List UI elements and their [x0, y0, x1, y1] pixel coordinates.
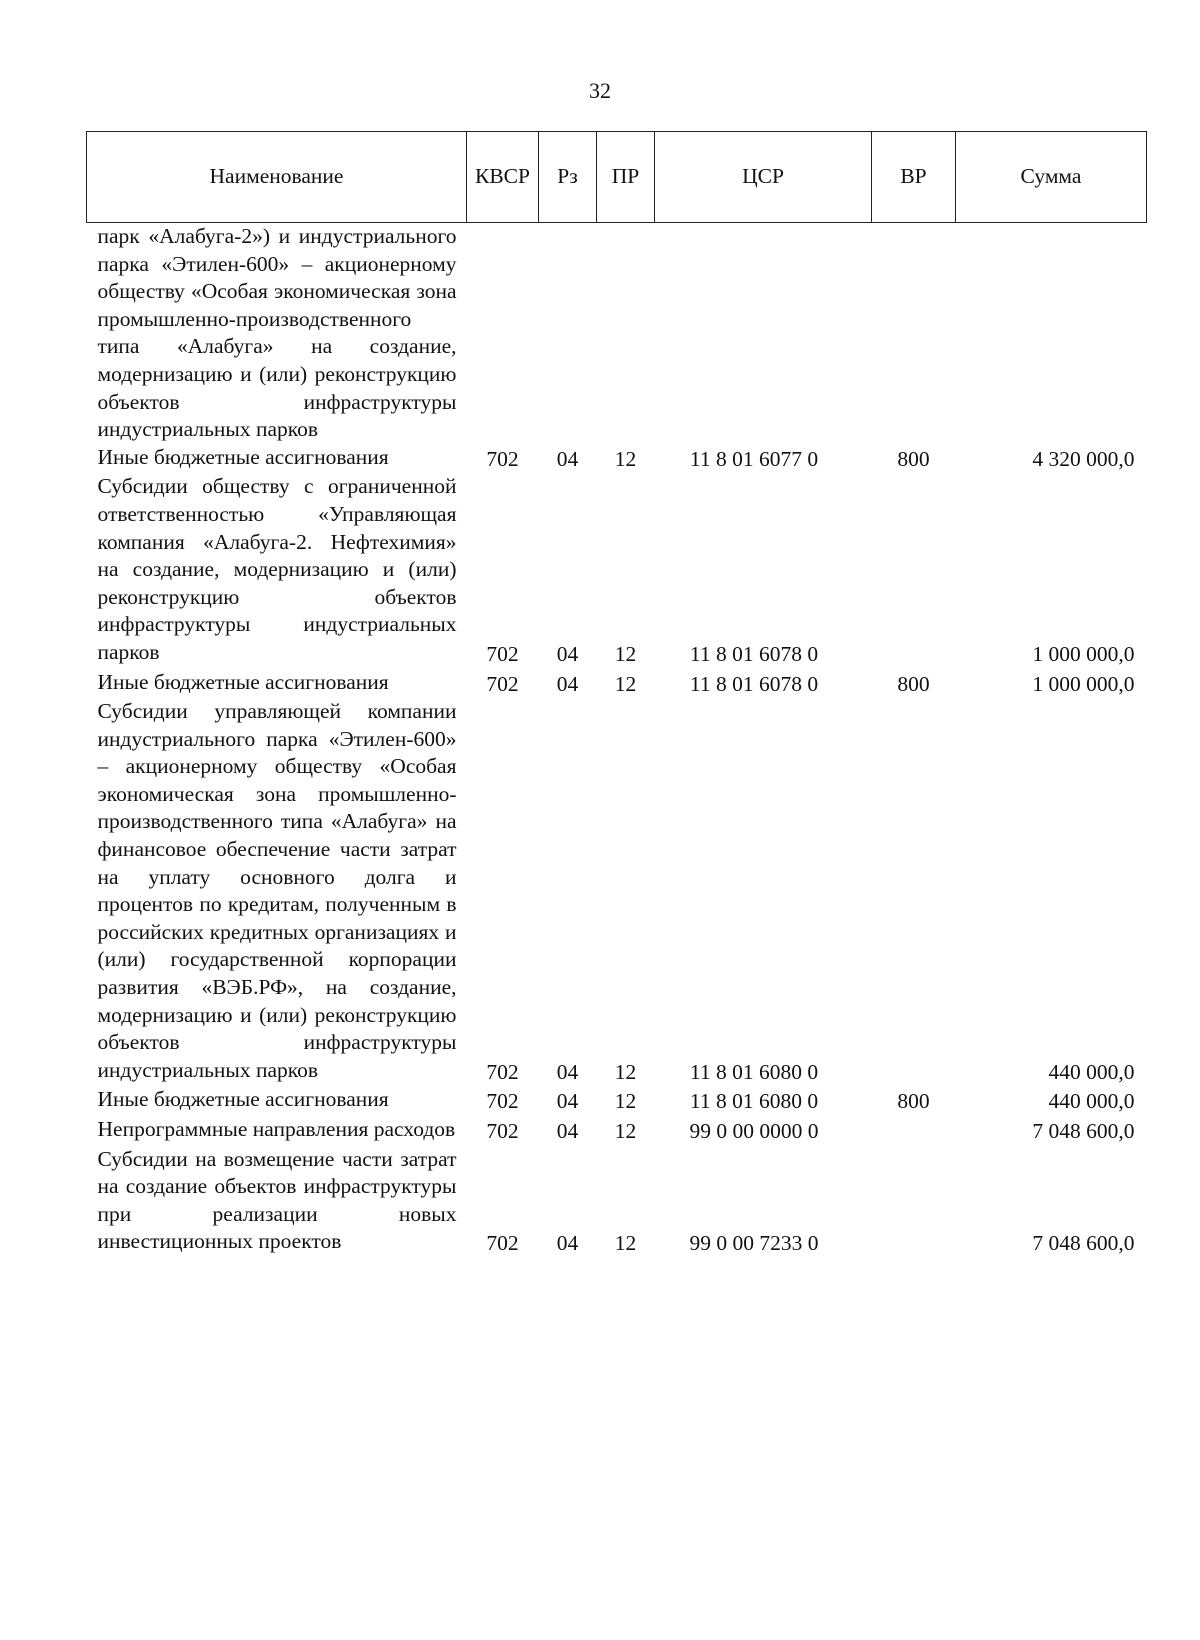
- cell-pr: 12: [614, 446, 637, 471]
- cell-sum: [956, 223, 1147, 444]
- cell-sum: 7 048 600,0: [1032, 1119, 1135, 1143]
- cell-kvsr: 702: [486, 1059, 519, 1084]
- cell-sum: 1 000 000,0: [1032, 671, 1135, 696]
- budget-table: [86, 131, 1147, 1258]
- cell-name: Непрограммные направления расходов: [97, 1117, 456, 1141]
- cell-rz: 04: [556, 1059, 579, 1084]
- cell-name: Субсидии на возмещение части затрат на создание объектов инфраструктуры при реализации новых инвестиционных проектов: [97, 1146, 457, 1254]
- table-row: [87, 669, 1147, 699]
- cell-pr: 12: [614, 1231, 637, 1256]
- cell-csr: 11 8 01 6080 0: [689, 1089, 819, 1114]
- cell-name: Субсидии обществу с ограниченной ответственностью «Управляющая компания «Алабуга-2. Нефтехимия» на создание, модернизацию и (или) реконструкцию объектов инфраструктуры индустриальных парков: [97, 474, 457, 664]
- cell-pr: [597, 223, 655, 444]
- cell-vr: 800: [897, 446, 930, 471]
- table-row: [87, 223, 1147, 444]
- cell-name: Иные бюджетные ассигнования: [97, 444, 389, 469]
- cell-rz: 04: [556, 1231, 579, 1256]
- cell-csr: 11 8 01 6077 0: [689, 446, 819, 471]
- table-row: [87, 473, 1147, 668]
- header-rz: Рз: [539, 132, 597, 223]
- table-row: [87, 1146, 1147, 1258]
- cell-kvsr: 702: [486, 1231, 519, 1256]
- table-row: [87, 1086, 1147, 1116]
- cell-sum: 4 320 000,0: [1032, 446, 1135, 471]
- table-row: [87, 1116, 1147, 1146]
- cell-vr: [872, 698, 956, 1086]
- header-sum: Сумма: [956, 132, 1147, 223]
- page-number: 32: [589, 78, 611, 103]
- cell-sum: 440 000,0: [1048, 1089, 1135, 1114]
- cell-csr: 99 0 00 7233 0: [689, 1231, 819, 1256]
- header-vr: ВР: [872, 132, 956, 223]
- cell-sum: 440 000,0: [1048, 1059, 1135, 1084]
- cell-vr: [872, 223, 956, 444]
- cell-name: Иные бюджетные ассигнования: [97, 1087, 389, 1112]
- cell-kvsr: 702: [486, 1119, 519, 1143]
- cell-name: парк «Алабуга-2») и индустриального парка «Этилен-600» – акционерному обществу «Особая экономическая зона промышленно-производственного типа «Алабуга» на создание, модернизацию и (или) реконструкцию объектов инфраструктуры индустриальных парков: [97, 224, 457, 442]
- header-csr: ЦСР: [655, 132, 872, 223]
- cell-rz: 04: [556, 446, 579, 471]
- cell-sum: 7 048 600,0: [1032, 1231, 1135, 1256]
- table-row: [87, 698, 1147, 1086]
- cell-kvsr: 702: [486, 446, 519, 471]
- cell-rz: [539, 223, 597, 444]
- cell-kvsr: 702: [486, 671, 519, 696]
- cell-kvsr: 702: [486, 1089, 519, 1114]
- cell-vr: [872, 473, 956, 668]
- cell-kvsr: [467, 223, 539, 444]
- cell-rz: 04: [556, 671, 579, 696]
- cell-name: Иные бюджетные ассигнования: [97, 669, 389, 694]
- cell-csr: [655, 223, 872, 444]
- cell-pr: 12: [614, 641, 637, 666]
- cell-vr: 800: [897, 671, 930, 696]
- cell-csr: 99 0 00 0000 0: [689, 1119, 819, 1143]
- cell-sum: 1 000 000,0: [1032, 641, 1135, 666]
- cell-csr: 11 8 01 6078 0: [689, 641, 819, 666]
- cell-rz: 04: [556, 641, 579, 666]
- cell-pr: 12: [614, 1119, 637, 1143]
- cell-vr: [872, 1116, 956, 1146]
- cell-rz: 04: [556, 1119, 579, 1143]
- cell-rz: 04: [556, 1089, 579, 1114]
- header-kvsr: КВСР: [467, 132, 539, 223]
- header-pr: ПР: [597, 132, 655, 223]
- table-row: [87, 444, 1147, 474]
- cell-pr: 12: [614, 1059, 637, 1084]
- cell-csr: 11 8 01 6078 0: [689, 671, 819, 696]
- header-name: Наименование: [87, 132, 467, 223]
- table-header-row: [87, 132, 1147, 223]
- cell-csr: 11 8 01 6080 0: [689, 1059, 819, 1084]
- cell-name: Субсидии управляющей компании индустриального парка «Этилен-600» – акционерному обществу «Особая экономическая зона промышленно-производственного типа «Алабуга» на финансовое обеспечение части затрат на уплату основного долга и процентов по кредитам, полученным в российских кредитных организациях и (или) государственной корпорации развития «ВЭБ.РФ», на создание, модернизацию и (или) реконструкцию объектов инфраструктуры индустриальных парков: [97, 699, 457, 1082]
- cell-pr: 12: [614, 1089, 637, 1114]
- cell-vr: 800: [897, 1089, 930, 1114]
- cell-vr: [872, 1146, 956, 1258]
- cell-kvsr: 702: [486, 641, 519, 666]
- cell-pr: 12: [614, 671, 637, 696]
